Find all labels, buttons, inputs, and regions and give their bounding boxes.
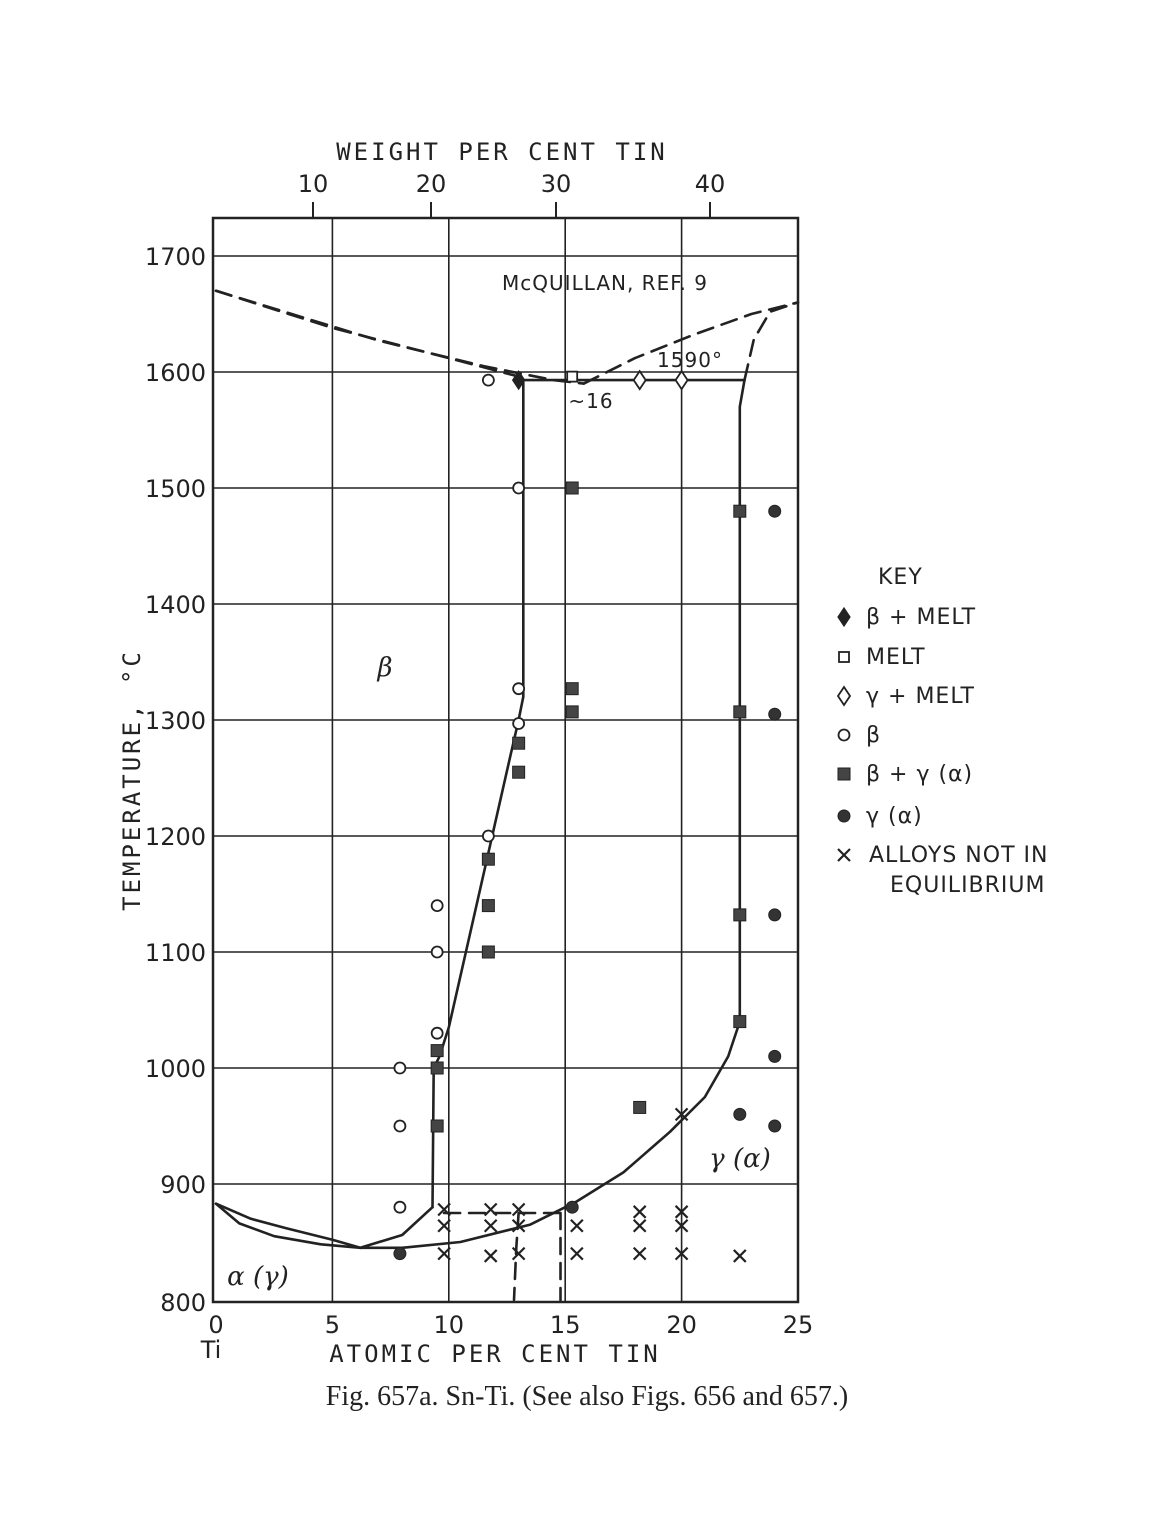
data-point-open-circle — [432, 947, 443, 958]
data-point-cross — [485, 1204, 497, 1216]
data-point-filled-circle — [566, 1201, 578, 1213]
legend-marker-open-diamond — [838, 687, 850, 705]
x-origin-label: Ti — [200, 1336, 222, 1364]
eutectic-annotation: ~16 — [568, 389, 614, 413]
y-tick-label: 1500 — [144, 475, 206, 503]
x-tick-label: 25 — [782, 1311, 814, 1339]
y-tick-label: 1200 — [144, 823, 206, 851]
legend-label: γ + MELT — [866, 684, 975, 709]
data-point-open-circle — [394, 1063, 405, 1074]
legend-label: ALLOYS NOT IN — [869, 843, 1049, 868]
x-tick-label: 5 — [324, 1311, 341, 1339]
legend-label: β — [866, 723, 882, 748]
data-point-open-circle — [483, 831, 494, 842]
data-point-filled-circle — [769, 708, 781, 720]
source-annotation: McQUILLAN, REF. 9 — [502, 271, 708, 295]
data-point-filled-circle — [769, 1050, 781, 1062]
data-point-filled-square — [734, 909, 746, 921]
x-tick-labels — [208, 1311, 813, 1339]
data-point-open-circle — [432, 1028, 443, 1039]
x-tick-label: 0 — [208, 1311, 224, 1339]
alpha-region-label: α (γ) — [227, 1262, 289, 1292]
data-point-filled-square — [734, 706, 746, 718]
y-tick-label: 1600 — [144, 359, 206, 387]
data-point-filled-square — [513, 737, 525, 749]
data-point-cross — [485, 1250, 497, 1262]
data-point-open-circle — [513, 483, 524, 494]
x-tick-label: 10 — [433, 1311, 465, 1339]
data-point-filled-square — [431, 1045, 443, 1057]
legend-label: MELT — [866, 645, 926, 670]
gamma-region-label: γ (α) — [709, 1144, 771, 1174]
data-point-cross — [734, 1250, 746, 1262]
data-point-filled-circle — [734, 1108, 746, 1120]
data-point-open-circle — [483, 375, 494, 386]
data-point-filled-square — [734, 505, 746, 517]
phase-boundary — [433, 380, 524, 1207]
legend-label: γ (α) — [866, 804, 923, 829]
phase-boundary — [216, 1204, 360, 1248]
peak-temp-annotation: 1590° — [657, 348, 723, 372]
phase-boundary — [360, 380, 744, 1248]
legend-label: EQUILIBRIUM — [890, 873, 1046, 898]
data-point-open-diamond — [634, 371, 646, 389]
top-tick-label: 40 — [694, 170, 726, 198]
data-point-open-circle — [394, 1202, 405, 1213]
data-point-open-circle — [513, 683, 524, 694]
data-point-filled-square — [513, 766, 525, 778]
data-point-filled-circle — [394, 1248, 406, 1260]
y-tick-label: 1000 — [144, 1055, 206, 1083]
top-tick-label: 20 — [415, 170, 447, 198]
data-point-filled-circle — [769, 505, 781, 517]
dashed-phase-boundary — [216, 291, 523, 378]
legend-marker-cross — [838, 849, 850, 861]
data-point-filled-square — [482, 853, 494, 865]
data-point-open-square — [567, 372, 577, 382]
data-point-filled-square — [482, 946, 494, 958]
data-point-filled-circle — [769, 909, 781, 921]
legend-title: KEY — [878, 565, 923, 590]
legend — [838, 565, 1048, 898]
data-point-cross — [571, 1220, 583, 1232]
data-point-filled-square — [734, 1016, 746, 1028]
y-tick-label: 900 — [160, 1171, 206, 1199]
data-point-cross — [634, 1220, 646, 1232]
data-point-filled-square — [431, 1062, 443, 1074]
data-point-cross — [634, 1206, 646, 1218]
y-tick-label: 1400 — [144, 591, 206, 619]
data-point-cross — [485, 1220, 497, 1232]
data-point-filled-square — [634, 1101, 646, 1113]
y-tick-label: 1300 — [144, 707, 206, 735]
data-point-filled-square — [431, 1120, 443, 1132]
x-axis-title: ATOMIC PER CENT TIN — [329, 1340, 661, 1368]
figure-caption: Fig. 657a. Sn-Ti. (See also Figs. 656 and 657.) — [325, 1381, 849, 1412]
x-tick-label: 20 — [666, 1311, 697, 1339]
legend-marker-open-square — [839, 652, 849, 662]
legend-marker-open-circle — [839, 730, 850, 741]
y-tick-label: 1700 — [144, 243, 206, 271]
data-point-cross — [513, 1248, 525, 1260]
legend-marker-filled-circle — [838, 810, 850, 822]
data-point-cross — [571, 1248, 583, 1260]
data-point-open-circle — [513, 718, 524, 729]
data-point-filled-circle — [769, 1120, 781, 1132]
data-point-filled-square — [566, 482, 578, 494]
y-tick-labels — [145, 243, 206, 1317]
data-point-open-diamond — [676, 371, 688, 389]
data-point-cross — [634, 1248, 646, 1260]
legend-marker-filled-square — [838, 768, 850, 780]
x-tick-label: 15 — [549, 1311, 581, 1339]
legend-label: β + γ (α) — [866, 762, 974, 787]
legend-label: β + MELT — [866, 605, 977, 630]
y-tick-label: 800 — [160, 1289, 206, 1317]
top-axis — [298, 170, 726, 218]
dashed-phase-boundary — [216, 291, 584, 384]
top-tick-label: 10 — [297, 170, 329, 198]
y-axis-title: TEMPERATURE, °C — [118, 649, 146, 911]
data-point-filled-square — [566, 706, 578, 718]
data-point-open-circle — [432, 900, 443, 911]
legend-marker-filled-diamond — [838, 608, 850, 626]
top-tick-label: 30 — [540, 170, 572, 198]
data-markers — [394, 371, 781, 1262]
phase-boundary — [360, 1207, 432, 1248]
y-tick-label: 1100 — [144, 939, 206, 967]
data-point-filled-square — [482, 900, 494, 912]
data-point-filled-square — [566, 683, 578, 695]
data-point-open-circle — [394, 1121, 405, 1132]
beta-region-label: β — [377, 653, 393, 683]
top-axis-title: WEIGHT PER CENT TIN — [336, 138, 668, 166]
